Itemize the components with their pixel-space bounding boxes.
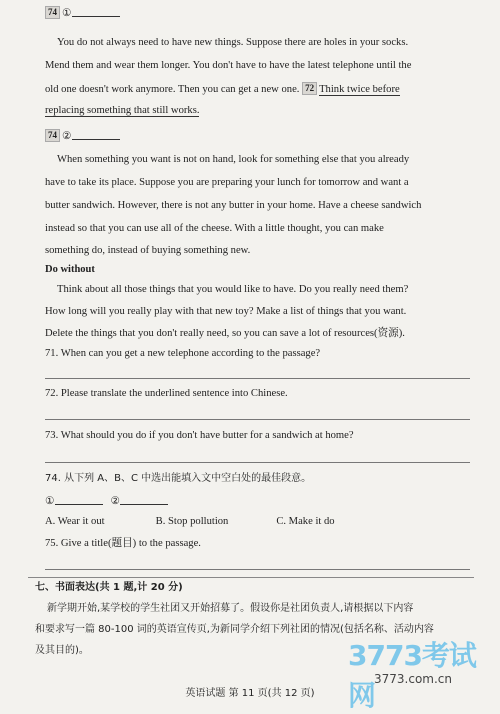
answer-line[interactable] — [45, 462, 470, 463]
question-71: 71. When can you get a new telephone according to the passage? — [45, 348, 321, 359]
answer-line[interactable] — [45, 569, 470, 570]
section-divider — [28, 577, 474, 578]
question-72: 72. Please translate the underlined sentence into Chinese. — [45, 388, 288, 399]
answer-blank[interactable] — [72, 129, 120, 140]
watermark-title: 3773考试网 — [348, 639, 476, 712]
option-a: A. Wear it out — [45, 516, 105, 527]
paragraph-line — [45, 104, 475, 118]
question-tag: 72 — [302, 82, 317, 95]
section-heading: 七、书面表达(共 1 题,计 20 分) — [35, 582, 183, 593]
q74-blank-2-line: 74 ② — [45, 129, 475, 144]
answer-line[interactable] — [45, 419, 470, 420]
instruction-line: 新学期开始,某学校的学生社团又开始招募了。假设你是社团负责人,请根据以下内容 — [47, 603, 414, 614]
paragraph-line: Think about all those things that you would like to have. Do you really need them? — [57, 284, 409, 295]
subheading: Do without — [45, 264, 95, 275]
answer-blank[interactable] — [120, 494, 168, 505]
paragraph-line: instead so that you can use all of the cheese. With a little thought, you can make — [45, 223, 384, 234]
option-b: B. Stop pollution — [155, 516, 229, 527]
site-watermark-logo — [348, 634, 478, 712]
answer-blank[interactable] — [55, 494, 103, 505]
instruction-line: 及其目的)。 — [35, 645, 89, 656]
answer-line[interactable] — [45, 378, 470, 379]
page-footer: 英语试题 第 11 页(共 12 页) — [185, 688, 315, 699]
question-73: 73. What should you do if you don't have butter for a sandwich at home? — [45, 430, 354, 441]
option-c: C. Make it do — [276, 516, 335, 527]
underlined-sentence: Think twice before — [319, 84, 400, 95]
paragraph-line: How long will you really play with that new toy? Make a list of things that you want. — [45, 306, 407, 317]
paragraph-line: You do not always need to have new things. Suppose there are holes in your socks. — [57, 37, 409, 48]
instruction-line: 和要求写一篇 80-100 词的英语宣传页,为新同学介绍下列社团的情况(包括名称、活动内容 — [35, 624, 434, 635]
question-tag: 74 — [45, 129, 60, 142]
q74-answer-blanks: ① ② — [45, 494, 475, 509]
question-tag: 74 — [45, 6, 60, 19]
question-75: 75. Give a title(题目) to the passage. — [45, 538, 201, 549]
question-74: 74. 从下列 A、B、C 中选出能填入文中空白处的最佳段意。 — [45, 473, 312, 484]
paragraph-line: Mend them and wear them longer. You don't have to have the latest telephone until the — [45, 60, 412, 71]
q74-options — [45, 515, 475, 529]
paragraph-line: Delete the things that you don't really need, so you can save a lot of resources(资源). — [45, 328, 405, 339]
paragraph-line: something do, instead of buying something new. — [45, 245, 251, 256]
q74-blank-1-line: 74 ① — [45, 6, 475, 21]
underlined-sentence: replacing something that still works. — [45, 105, 200, 116]
paragraph-line: butter sandwich. However, there is not any butter in your home. Have a cheese sandwich — [45, 200, 422, 211]
paragraph-line: When something you want is not on hand, look for something else that you already — [57, 154, 410, 165]
watermark-url: 3773.com.cn — [374, 672, 452, 686]
paragraph-line: have to take its place. Suppose you are preparing your lunch for tomorrow and want a — [45, 177, 409, 188]
paragraph-line: old one doesn't work anymore. Then you can get a new one. 72 Think twice before — [45, 83, 400, 95]
answer-blank[interactable] — [72, 6, 120, 17]
